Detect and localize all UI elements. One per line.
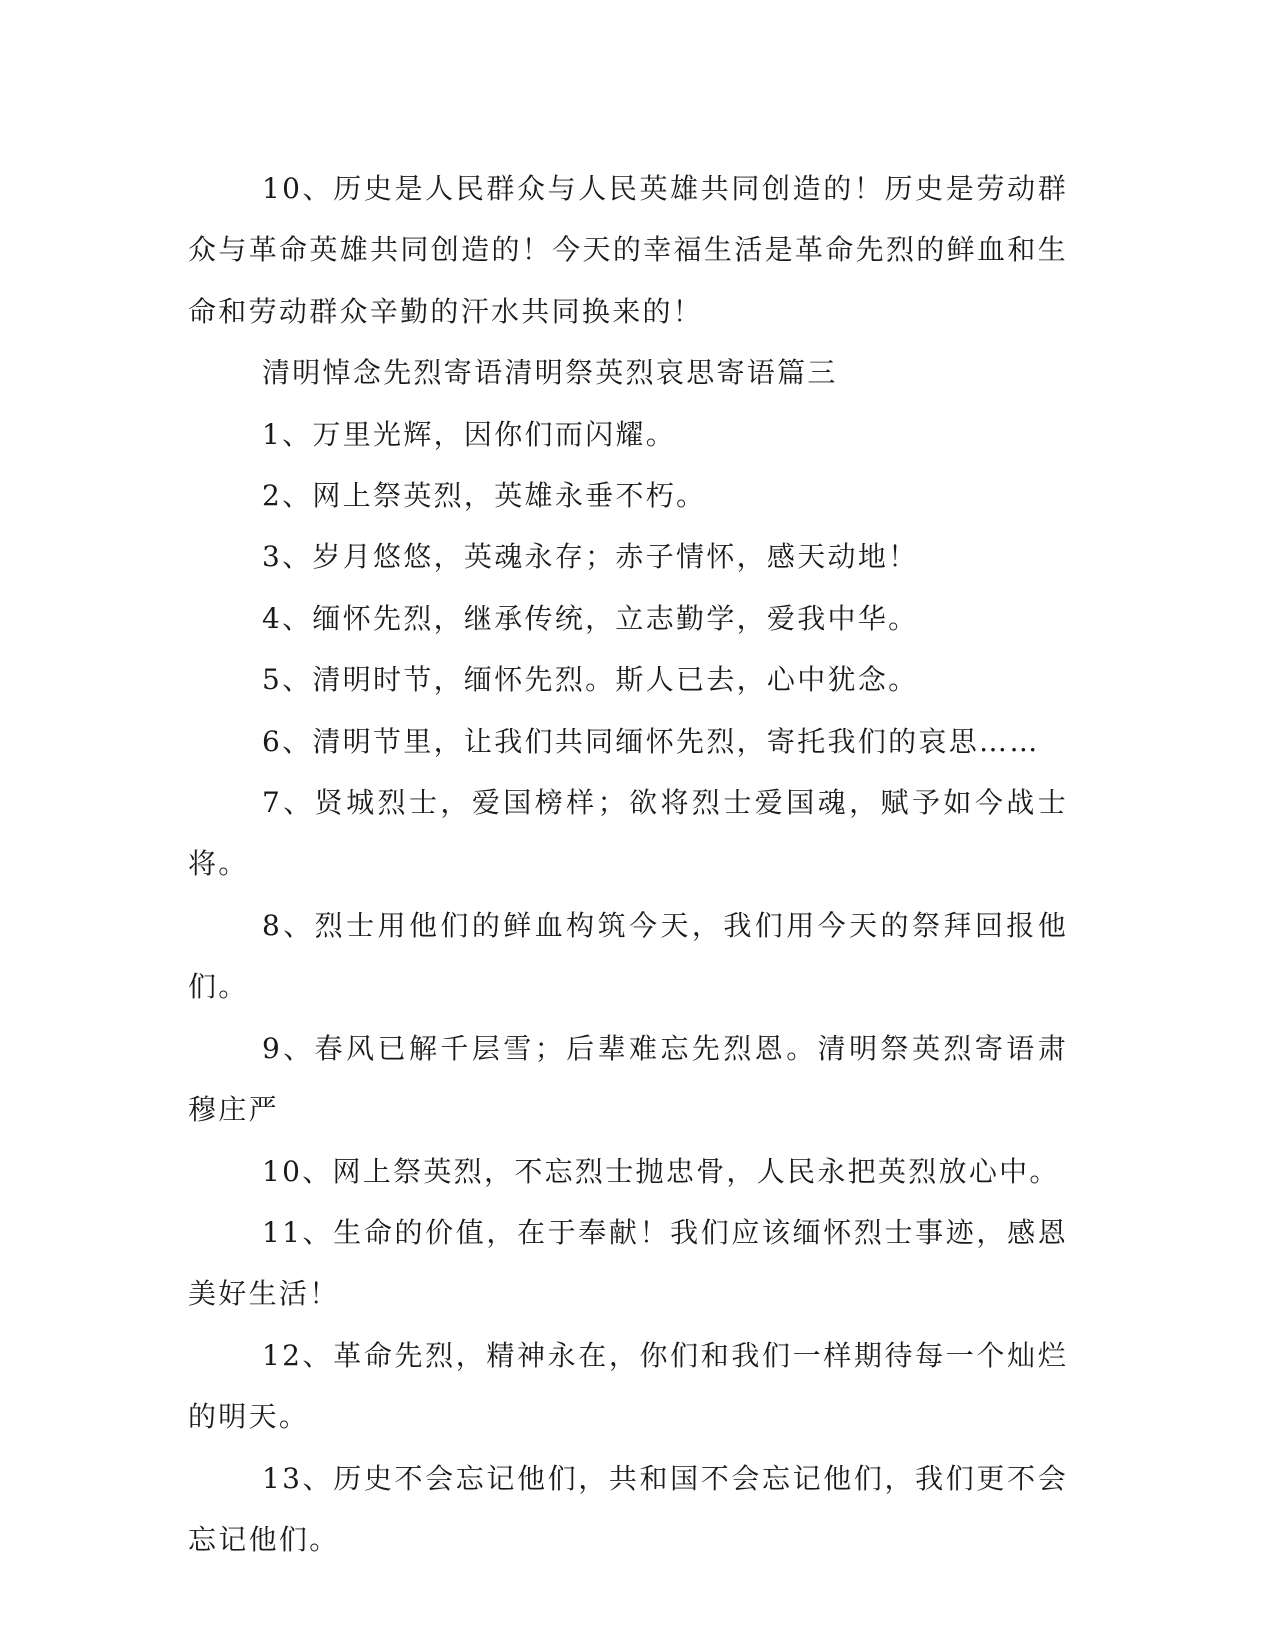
- list-item-4: 4、缅怀先烈，继承传统，立志勤学，爱我中华。: [262, 601, 919, 635]
- paragraph-item-10-history: 10、历史是人民群众与人民英雄共同创造的！历史是劳动群众与革命英雄共同创造的！今天的幸福生活是革命先烈的鲜血和生命和劳动群众辛勤的汗水共同换来的！: [188, 172, 1068, 328]
- list-item-10: 10、网上祭英烈，不忘烈士抛忠骨，人民永把英烈放心中。: [262, 1154, 1060, 1188]
- document-body: [188, 158, 1068, 1570]
- list-item-2: 2、网上祭英烈，英雄永垂不朽。: [262, 479, 707, 513]
- section-heading: 清明悼念先烈寄语清明祭英烈哀思寄语篇三: [262, 356, 838, 390]
- list-item-9: 9、春风已解千层雪；后辈难忘先烈恩。清明祭英烈寄语肃穆庄严: [188, 1031, 1068, 1127]
- list-item-8: 8、烈士用他们的鲜血构筑今天，我们用今天的祭拜回报他们。: [188, 908, 1068, 1004]
- list-item-3: 3、岁月悠悠，英魂永存；赤子情怀，感天动地！: [262, 540, 919, 574]
- list-item-1: 1、万里光辉，因你们而闪耀。: [262, 417, 677, 451]
- list-item-5: 5、清明时节，缅怀先烈。斯人已去，心中犹念。: [262, 663, 919, 697]
- list-item-6: 6、清明节里，让我们共同缅怀先烈，寄托我们的哀思……: [262, 724, 1040, 758]
- list-item-11: 11、生命的价值，在于奉献！我们应该缅怀烈士事迹，感恩美好生活！: [188, 1215, 1068, 1311]
- list-item-7: 7、贤城烈士，爱国榜样；欲将烈士爱国魂，赋予如今战士将。: [188, 786, 1068, 881]
- list-item-12: 12、革命先烈，精神永在，你们和我们一样期待每一个灿烂的明天。: [188, 1338, 1068, 1434]
- list-item-13: 13、历史不会忘记他们，共和国不会忘记他们，我们更不会忘记他们。: [188, 1461, 1068, 1556]
